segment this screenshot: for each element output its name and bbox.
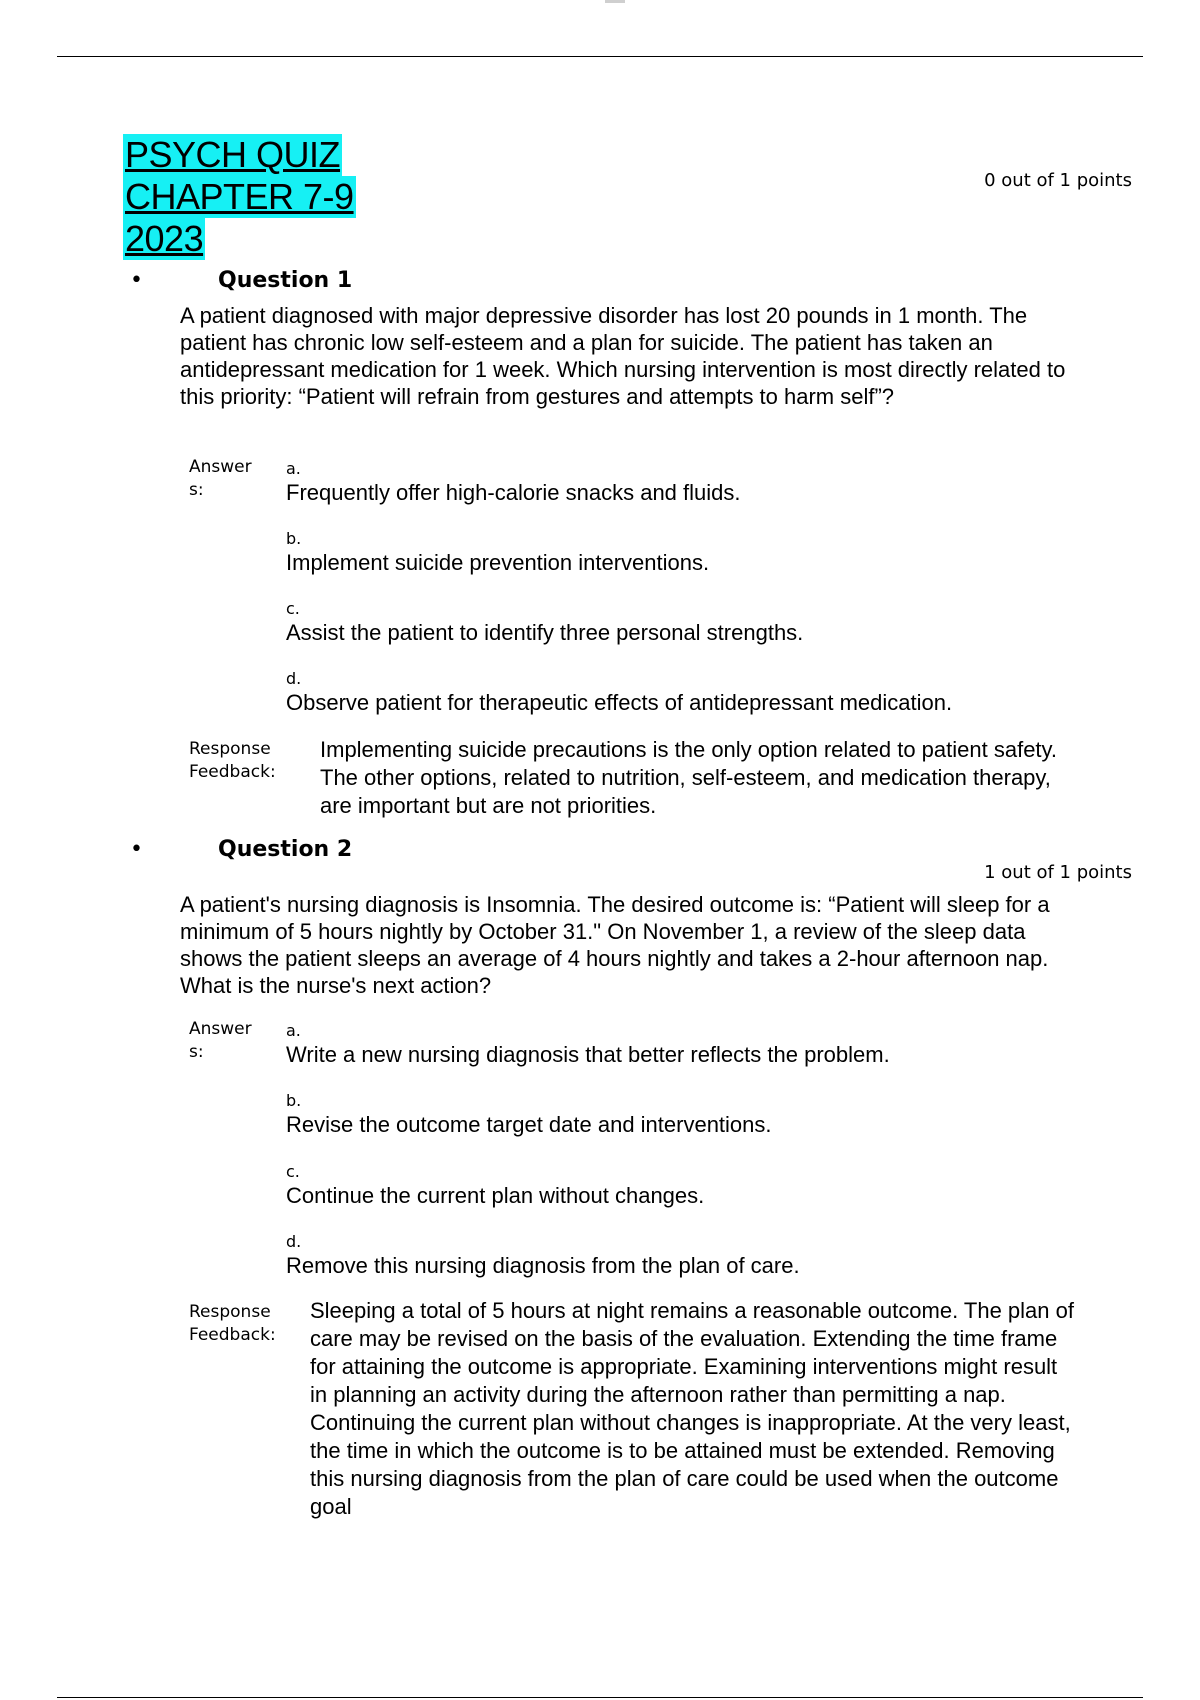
page-top-mark (605, 0, 625, 3)
answer-text: Frequently offer high-calorie snacks and fluids. (286, 480, 741, 505)
answer-text: Assist the patient to identify three personal strengths. (286, 620, 804, 645)
answer-text: Continue the current plan without changes. (286, 1183, 705, 1208)
bottom-rule (57, 1697, 1143, 1698)
question-1-feedback-label (189, 738, 276, 784)
question-2-feedback-label (189, 1301, 276, 1347)
question-2-heading (130, 837, 352, 862)
answer-letter: a. (286, 1021, 301, 1040)
answers-label-line2: s: (189, 480, 204, 500)
question-2-feedback: Sleeping a total of 5 hours at night remains a reasonable outcome. The plan of care may be revised on the basis of the evaluation. Extending the time frame for attaining the outcome is appropriate. Examining interventions might result in planning an activity during the afternoon rather than permitting a nap. Continuing the current plan without changes is inappropriate. At the very least, the time in which the outcome is to be attained must be extended. Removing this nursing diagnosis from the plan of care could be used when the outcome goal (310, 1298, 1074, 1519)
question-2-answer-d (286, 1232, 800, 1279)
question-2-answers-label (189, 1018, 252, 1064)
question-1-answer-d (286, 669, 952, 716)
answer-text: Write a new nursing diagnosis that better reflects the problem. (286, 1042, 890, 1067)
top-rule (57, 56, 1143, 57)
answer-text: Revise the outcome target date and interventions. (286, 1112, 772, 1137)
question-1-feedback: Implementing suicide precautions is the only option related to patient safety. The other options, related to nutrition, self-esteem, and medication therapy, are important but are not priorities. (320, 737, 1058, 818)
feedback-label-line2: Feedback: (189, 1325, 276, 1345)
question-1-text: A patient diagnosed with major depressive disorder has lost 20 pounds in 1 month. The patient has chronic low self-esteem and a plan for suicide. The patient has taken an antidepressant medication for 1 week. Which nursing intervention is most directly related to this priority: “Patient will refrain from gestures and attempts to harm self”? (180, 303, 1066, 409)
question-1-heading-label: Question 1 (218, 268, 353, 293)
answer-text: Implement suicide prevention interventions. (286, 550, 710, 575)
feedback-label-line2: Feedback: (189, 762, 276, 782)
bullet-icon: • (130, 268, 143, 293)
answer-letter: d. (286, 1232, 302, 1251)
question-1-answer-b (286, 529, 709, 576)
question-2-answer-a (286, 1021, 890, 1068)
document-title (123, 134, 356, 260)
question-2-answer-b (286, 1091, 772, 1138)
answer-letter: b. (286, 529, 302, 548)
answer-letter: c. (286, 1162, 300, 1181)
question-1-heading (130, 268, 352, 293)
bullet-icon: • (130, 837, 143, 862)
answer-letter: b. (286, 1091, 302, 1110)
title-line-2: CHAPTER 7-9 (125, 176, 354, 217)
answer-letter: c. (286, 599, 300, 618)
answers-label-line1: Answer (189, 457, 252, 477)
answer-letter: d. (286, 669, 302, 688)
question-2-answer-c (286, 1162, 704, 1209)
question-1-points: 0 out of 1 points (984, 170, 1132, 191)
question-2-text: A patient's nursing diagnosis is Insomnia. The desired outcome is: “Patient will sleep for a minimum of 5 hours nightly by October 31." On November 1, a review of the sleep data shows the patient sleeps an average of 4 hours nightly and takes a 2-hour afternoon nap. What is the nurse's next action? (180, 892, 1050, 998)
question-1-answer-a (286, 459, 741, 506)
title-line-1: PSYCH QUIZ (125, 134, 341, 175)
question-2-points: 1 out of 1 points (984, 862, 1132, 883)
answer-letter: a. (286, 459, 301, 478)
title-line-3: 2023 (125, 218, 204, 259)
answer-text: Remove this nursing diagnosis from the plan of care. (286, 1253, 800, 1278)
question-1-answers-label (189, 456, 252, 502)
answers-label-line2: s: (189, 1042, 204, 1062)
answers-label-line1: Answer (189, 1019, 252, 1039)
feedback-label-line1: Response (189, 1302, 271, 1322)
question-2-heading-label: Question 2 (218, 837, 353, 862)
feedback-label-line1: Response (189, 739, 271, 759)
answer-text: Observe patient for therapeutic effects of antidepressant medication. (286, 690, 953, 715)
question-1-answer-c (286, 599, 803, 646)
